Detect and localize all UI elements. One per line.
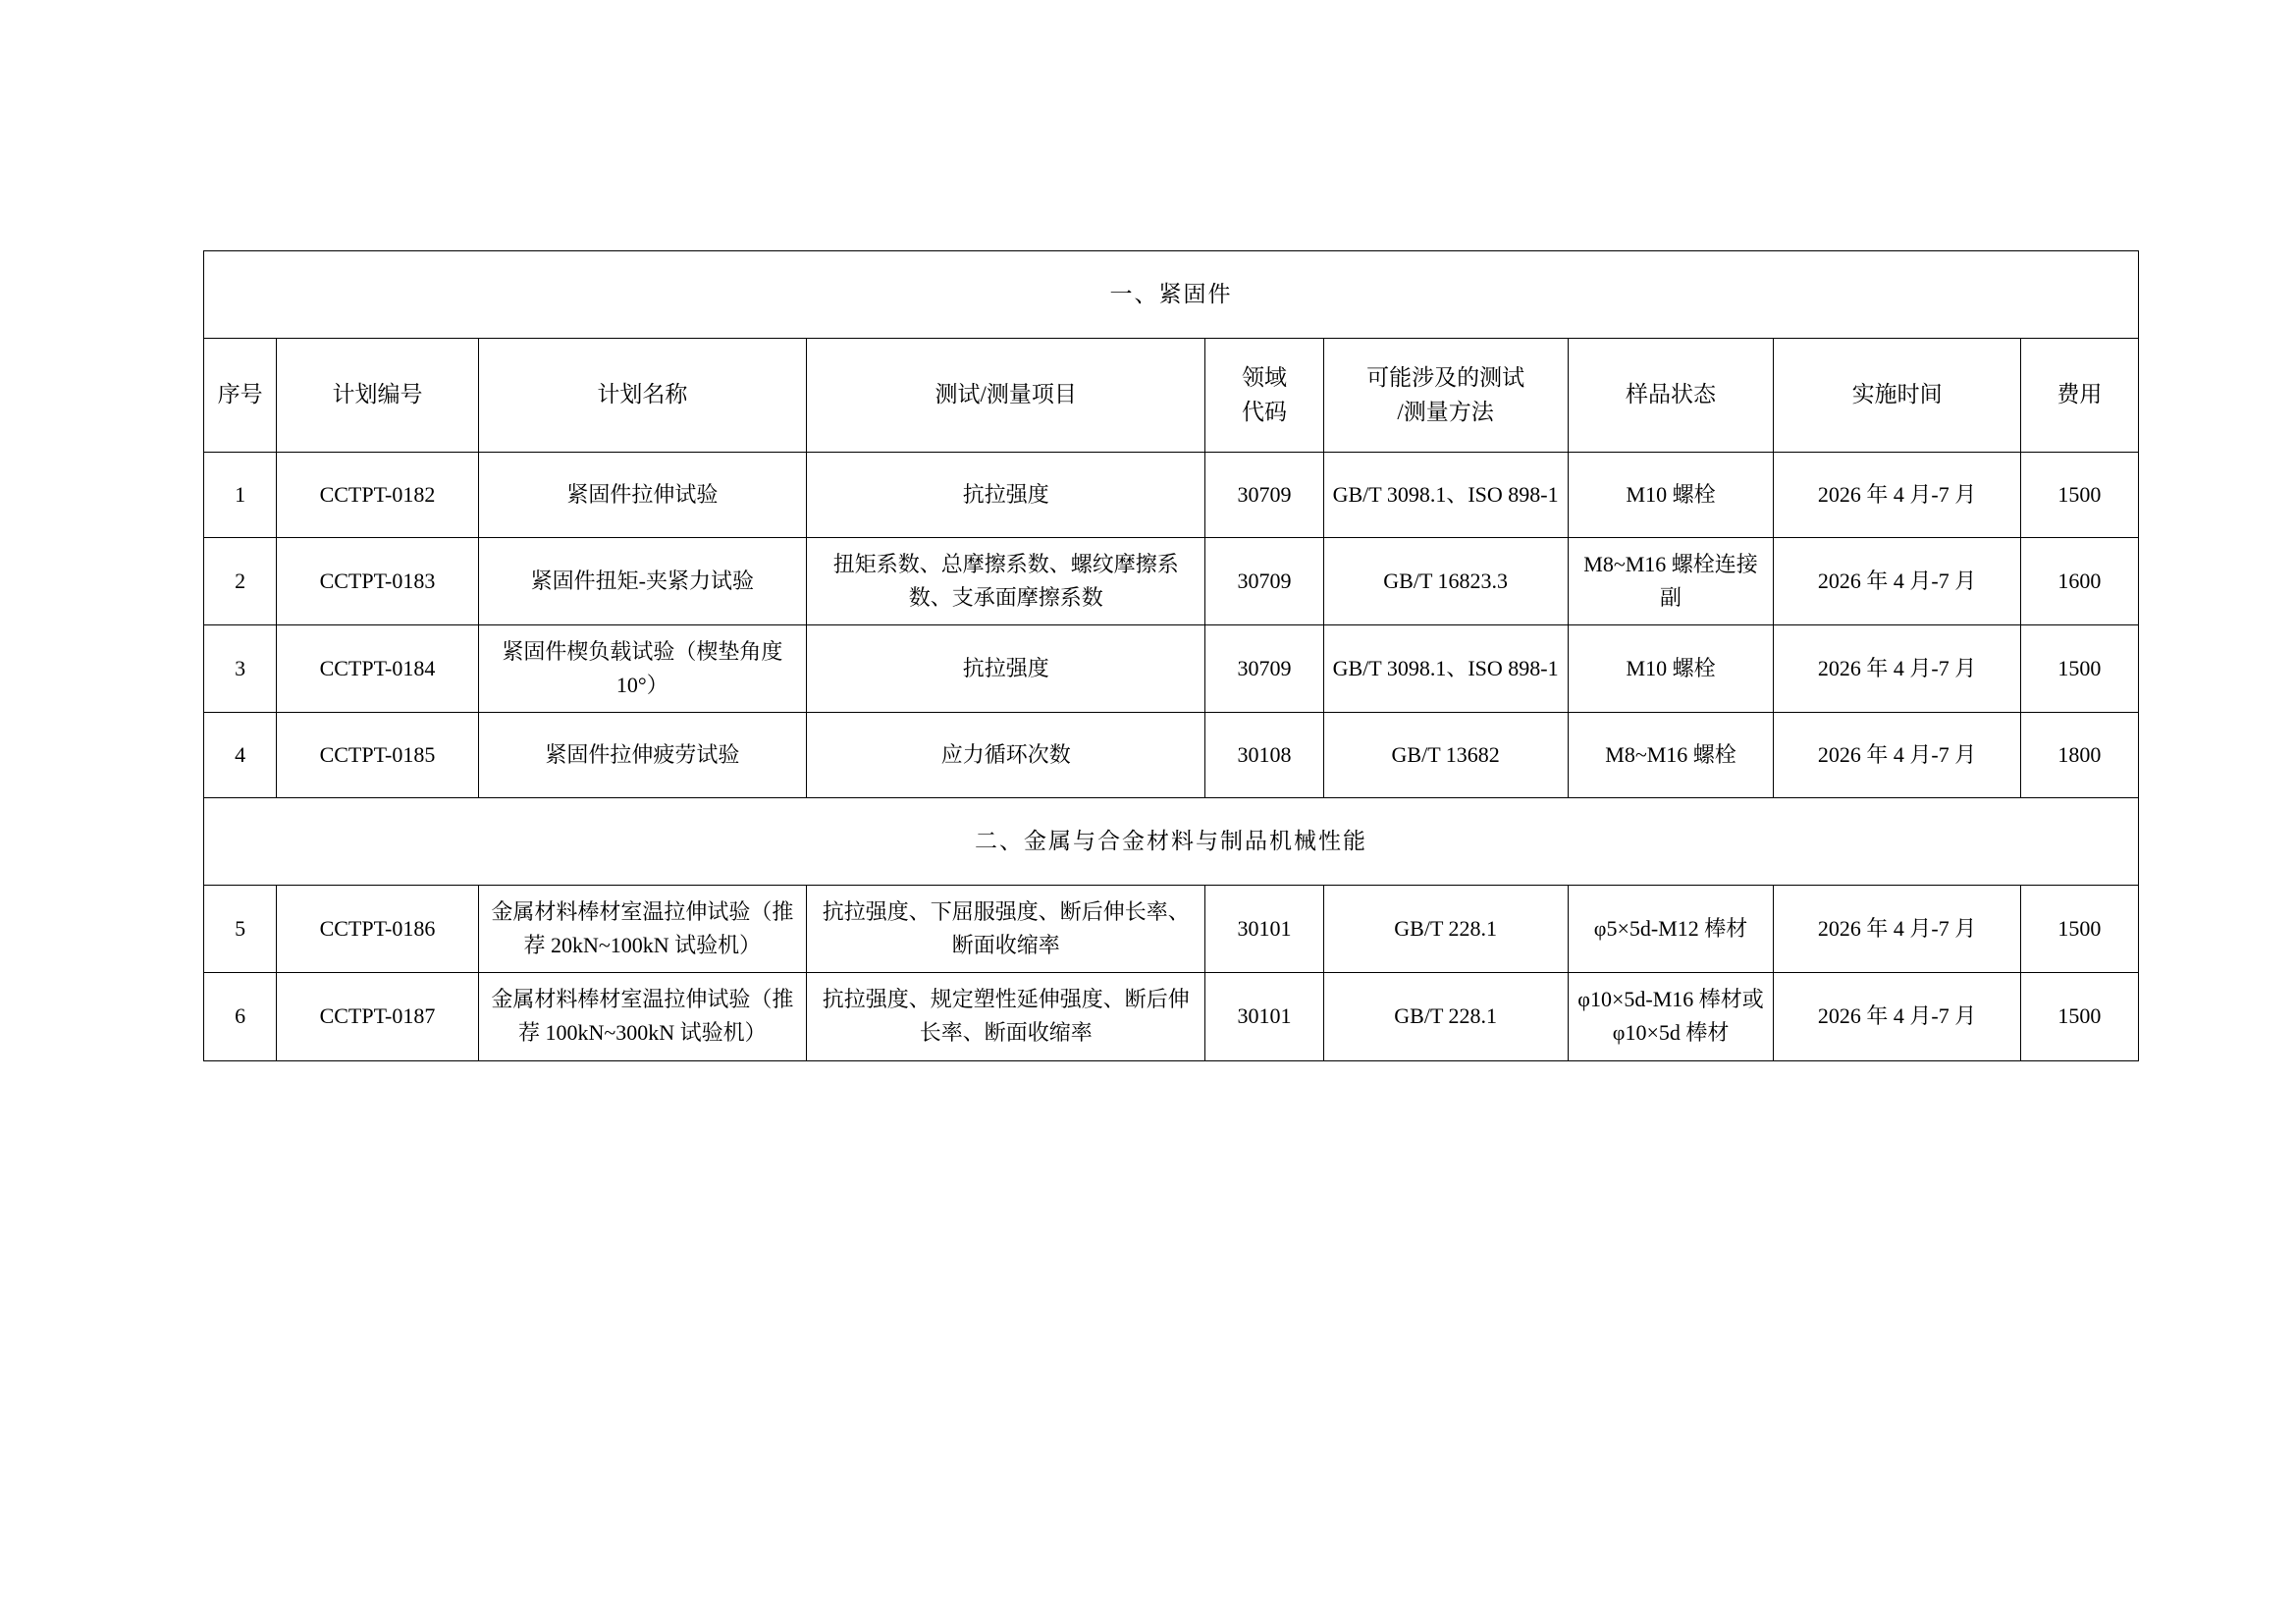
cell-plan-name: 金属材料棒材室温拉伸试验（推荐 100kN~300kN 试验机） xyxy=(478,973,806,1060)
cell-plan-name: 紧固件拉伸试验 xyxy=(478,452,806,537)
cell-field-code: 30108 xyxy=(1205,713,1323,798)
cell-schedule: 2026 年 4 月-7 月 xyxy=(1774,713,2020,798)
cell-fee: 1500 xyxy=(2020,625,2138,713)
cell-index: 2 xyxy=(204,538,277,625)
cell-plan-name: 紧固件拉伸疲劳试验 xyxy=(478,713,806,798)
cell-test-item: 抗拉强度 xyxy=(806,452,1204,537)
table-header-row xyxy=(204,338,2139,452)
cell-index: 3 xyxy=(204,625,277,713)
cell-field-code: 30709 xyxy=(1205,452,1323,537)
cell-index: 4 xyxy=(204,713,277,798)
cell-plan-code: CCTPT-0182 xyxy=(277,452,478,537)
cell-test-item: 扭矩系数、总摩擦系数、螺纹摩擦系数、支承面摩擦系数 xyxy=(806,538,1204,625)
section-heading-fasteners: 一、紧固件 xyxy=(204,251,2139,339)
column-header-field-code-line2: 代码 xyxy=(1241,400,1287,425)
cell-fee: 1500 xyxy=(2020,973,2138,1060)
column-header-test-method-line1: 可能涉及的测试 xyxy=(1366,364,1525,390)
cell-test-method: GB/T 228.1 xyxy=(1323,973,1568,1060)
table-row xyxy=(204,538,2139,625)
cell-plan-name: 紧固件扭矩-夹紧力试验 xyxy=(478,538,806,625)
cell-sample-state: M10 螺栓 xyxy=(1568,452,1774,537)
table-row xyxy=(204,973,2139,1060)
column-header-sample-state: 样品状态 xyxy=(1568,338,1774,452)
cell-plan-code: CCTPT-0183 xyxy=(277,538,478,625)
cell-test-item: 应力循环次数 xyxy=(806,713,1204,798)
cell-schedule: 2026 年 4 月-7 月 xyxy=(1774,625,2020,713)
table-row xyxy=(204,452,2139,537)
cell-sample-state: M10 螺栓 xyxy=(1568,625,1774,713)
column-header-test-method-line2: /测量方法 xyxy=(1397,400,1494,425)
column-header-fee: 费用 xyxy=(2020,338,2138,452)
table-row xyxy=(204,625,2139,713)
section-heading-row xyxy=(204,798,2139,886)
section-heading-metals: 二、金属与合金材料与制品机械性能 xyxy=(204,798,2139,886)
column-header-index: 序号 xyxy=(204,338,277,452)
column-header-field-code xyxy=(1205,338,1323,452)
column-header-test-item: 测试/测量项目 xyxy=(806,338,1204,452)
cell-test-method: GB/T 3098.1、ISO 898-1 xyxy=(1323,625,1568,713)
cell-fee: 1500 xyxy=(2020,886,2138,973)
cell-test-item: 抗拉强度、规定塑性延伸强度、断后伸长率、断面收缩率 xyxy=(806,973,1204,1060)
cell-sample-state: φ5×5d-M12 棒材 xyxy=(1568,886,1774,973)
column-header-schedule: 实施时间 xyxy=(1774,338,2020,452)
cell-schedule: 2026 年 4 月-7 月 xyxy=(1774,538,2020,625)
cell-sample-state: M8~M16 螺栓 xyxy=(1568,713,1774,798)
column-header-test-method xyxy=(1323,338,1568,452)
cell-index: 6 xyxy=(204,973,277,1060)
cell-fee: 1600 xyxy=(2020,538,2138,625)
cell-schedule: 2026 年 4 月-7 月 xyxy=(1774,452,2020,537)
column-header-plan-name: 计划名称 xyxy=(478,338,806,452)
cell-field-code: 30709 xyxy=(1205,538,1323,625)
cell-fee: 1800 xyxy=(2020,713,2138,798)
cell-plan-code: CCTPT-0186 xyxy=(277,886,478,973)
cell-field-code: 30101 xyxy=(1205,973,1323,1060)
cell-fee: 1500 xyxy=(2020,452,2138,537)
cell-test-item: 抗拉强度、下屈服强度、断后伸长率、断面收缩率 xyxy=(806,886,1204,973)
capability-plan-table xyxy=(203,250,2139,1061)
cell-plan-code: CCTPT-0185 xyxy=(277,713,478,798)
cell-test-method: GB/T 16823.3 xyxy=(1323,538,1568,625)
cell-test-item: 抗拉强度 xyxy=(806,625,1204,713)
cell-plan-code: CCTPT-0184 xyxy=(277,625,478,713)
cell-plan-code: CCTPT-0187 xyxy=(277,973,478,1060)
cell-index: 5 xyxy=(204,886,277,973)
column-header-field-code-line1: 领域 xyxy=(1241,364,1287,390)
table-row xyxy=(204,713,2139,798)
cell-plan-name: 紧固件楔负载试验（楔垫角度 10°） xyxy=(478,625,806,713)
cell-sample-state: φ10×5d-M16 棒材或φ10×5d 棒材 xyxy=(1568,973,1774,1060)
section-heading-row xyxy=(204,251,2139,339)
cell-sample-state: M8~M16 螺栓连接副 xyxy=(1568,538,1774,625)
cell-test-method: GB/T 3098.1、ISO 898-1 xyxy=(1323,452,1568,537)
cell-schedule: 2026 年 4 月-7 月 xyxy=(1774,886,2020,973)
cell-field-code: 30709 xyxy=(1205,625,1323,713)
cell-test-method: GB/T 228.1 xyxy=(1323,886,1568,973)
table-row xyxy=(204,886,2139,973)
cell-test-method: GB/T 13682 xyxy=(1323,713,1568,798)
cell-index: 1 xyxy=(204,452,277,537)
column-header-plan-code: 计划编号 xyxy=(277,338,478,452)
cell-field-code: 30101 xyxy=(1205,886,1323,973)
cell-schedule: 2026 年 4 月-7 月 xyxy=(1774,973,2020,1060)
cell-plan-name: 金属材料棒材室温拉伸试验（推荐 20kN~100kN 试验机） xyxy=(478,886,806,973)
